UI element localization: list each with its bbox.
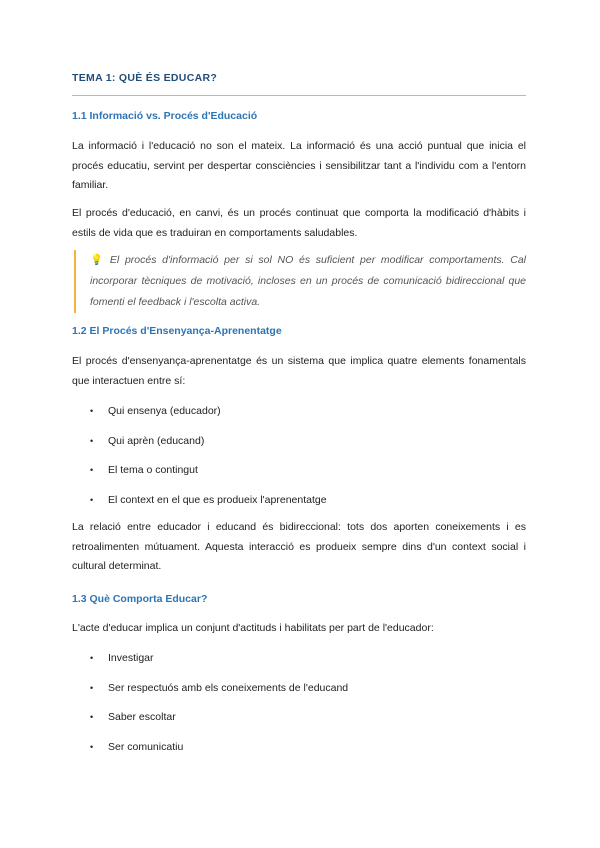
bullet-icon: • — [90, 494, 94, 505]
info-callout — [74, 250, 526, 313]
bullet-icon: • — [90, 406, 94, 416]
section-1-1-paragraph-1: La informació i l'educació no son el mateix. La informació és una acció puntual que inicia el procés educatiu, servint per despertar consciències i sensibilitzar tant a l'individu com a l'entorn familiar. — [72, 140, 526, 191]
list-item: • Ser respectuós amb els coneixements de l'educand — [90, 681, 349, 694]
callout-body: El procés d'informació per si sol NO és suficient per modificar comportaments. Cal incorporar tècniques de motivació, incloses en un procés de comunicació bidireccional que fomenti el feedback i l'escolta activa. — [90, 254, 527, 308]
section-heading-1-1: 1.1 Informació vs. Procés d'Educació — [72, 110, 258, 122]
title-divider — [72, 95, 526, 96]
list-item: • Saber escoltar — [90, 711, 176, 723]
page-title: TEMA 1: QUÈ ÉS EDUCAR? — [72, 72, 218, 84]
section-1-1-paragraph-2: El procés d'educació, en canvi, és un procés continuat que comporta la modificació d'hàbits i estils de vida que es traduiran en comportaments saludables. — [72, 207, 526, 239]
section-heading-1-2: 1.2 El Procés d'Ensenyança-Aprenentatge — [72, 325, 282, 337]
section-1-3-intro: L'acte d'educar implica un conjunt d'actituds i habilitats per part de l'educador: — [72, 622, 434, 634]
section-heading-1-3: 1.3 Què Comporta Educar? — [72, 593, 208, 605]
list-item: • El tema o contingut — [90, 464, 198, 476]
bullet-icon: • — [90, 465, 94, 475]
elements-list — [72, 403, 526, 521]
list-item: • Qui aprèn (educand) — [90, 434, 205, 447]
list-item: • Investigar — [90, 652, 154, 664]
bullet-icon: • — [90, 435, 94, 446]
list-item: • El context en el que es produeix l'aprenentatge — [90, 493, 327, 506]
bullet-icon: • — [90, 741, 94, 752]
attitudes-list — [72, 650, 526, 768]
bullet-icon: • — [90, 682, 94, 693]
bullet-icon: • — [90, 712, 94, 722]
section-1-2-intro: El procés d'ensenyança-aprenentatge és un sistema que implica quatre elements fonamentals que interactuen entre sí: — [72, 355, 526, 387]
bullet-icon: • — [90, 653, 94, 663]
section-1-2-outro: La relació entre educador i educand és bidireccional: tots dos aporten coneixements i es retroalimenten mútuament. Aquesta interacció es produeix sempre dins d'un context social i cultural determinat. — [72, 521, 526, 572]
callout-text — [90, 250, 526, 313]
list-item: • Qui ensenya (educador) — [90, 405, 221, 417]
list-item: • Ser comunicatiu — [90, 740, 184, 753]
lightbulb-icon: 💡 — [90, 254, 106, 266]
